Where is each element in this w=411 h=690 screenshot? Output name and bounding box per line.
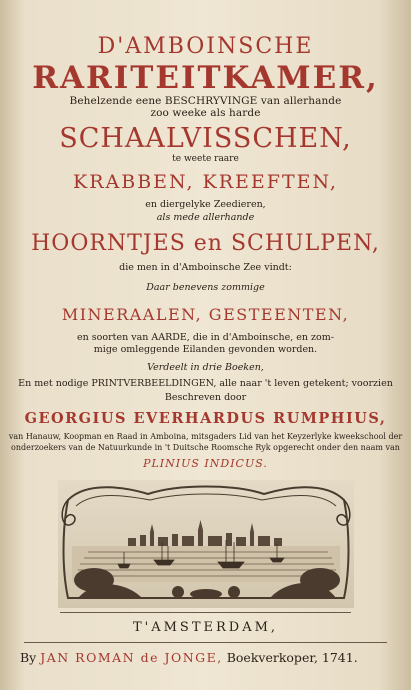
divider-rule-bottom [24,642,387,643]
text-amboinsche-zee: die men in d'Amboinsche Zee vindt: [119,262,292,273]
text-zeedieren: en diergelyke Zeedieren, [145,199,266,210]
imprint-role: Boekverkoper, [226,650,318,665]
heading-hoorntjes-schulpen: HOORNTJES en SCHULPEN, [31,231,380,256]
author-epithet: PLINIUS INDICUS. [143,457,268,470]
imprint-city: T'AMSTERDAM, [132,620,279,635]
author-description-1: van Hanauw, Koopman en Raad in Amboina, mitsgaders Lid van het Keyzerlyke kweekschool der [8,432,403,441]
text-drie-boeken: Verdeelt in drie Boeken, [147,362,264,373]
heading-schaalvisschen: SCHAALVISSCHEN, [59,123,352,154]
subtitle-line-beschryvinge: Behelzende eene BESCHRYVINGE van allerhande [69,95,342,107]
text-eilanden: mige omleggende Eilanden gevonden worden. [93,344,318,355]
author-name: GEORGIUS EVERHARDUS RUMPHIUS, [24,410,387,427]
imprint-by: By [20,650,37,665]
text-te-weete-raare: te weete raare [172,154,239,164]
heading-krabben-kreeften: KRABBEN, KREEFTEN, [73,171,338,193]
imprint-line [20,650,358,665]
text-als-mede: als mede allerhande [156,212,255,223]
imprint-year: 1741. [321,650,358,665]
harbour-vignette-image [58,480,354,608]
heading-mineraalen: MINERAALEN, GESTEENTEN, [61,305,350,324]
title-line-damboinsche: D'AMBOINSCHE [97,34,314,59]
text-beschreven-door: Beschreven door [164,392,247,403]
text-soorten-aarde: en soorten van AARDE, die in d'Amboinsche, en zom- [77,332,334,343]
subtitle-line-weeke-harde: zoo weeke als harde [150,107,261,119]
title-line-rariteitkamer: RARITEITKAMER, [32,60,379,96]
divider-rule-top [60,612,351,613]
imprint-printer: JAN ROMAN de JONGE, [40,650,223,665]
text-daar-benevens: Daar benevens zommige [146,282,265,293]
text-printverbeeldingen: En met nodige PRINTVERBEELDINGEN, alle naar 't leven getekent; voorzien [18,378,393,389]
author-description-2: onderzoekers van de Natuurkunde in 't Duitsche Roomsche Ryk opgerecht onder den naam van [11,443,400,452]
